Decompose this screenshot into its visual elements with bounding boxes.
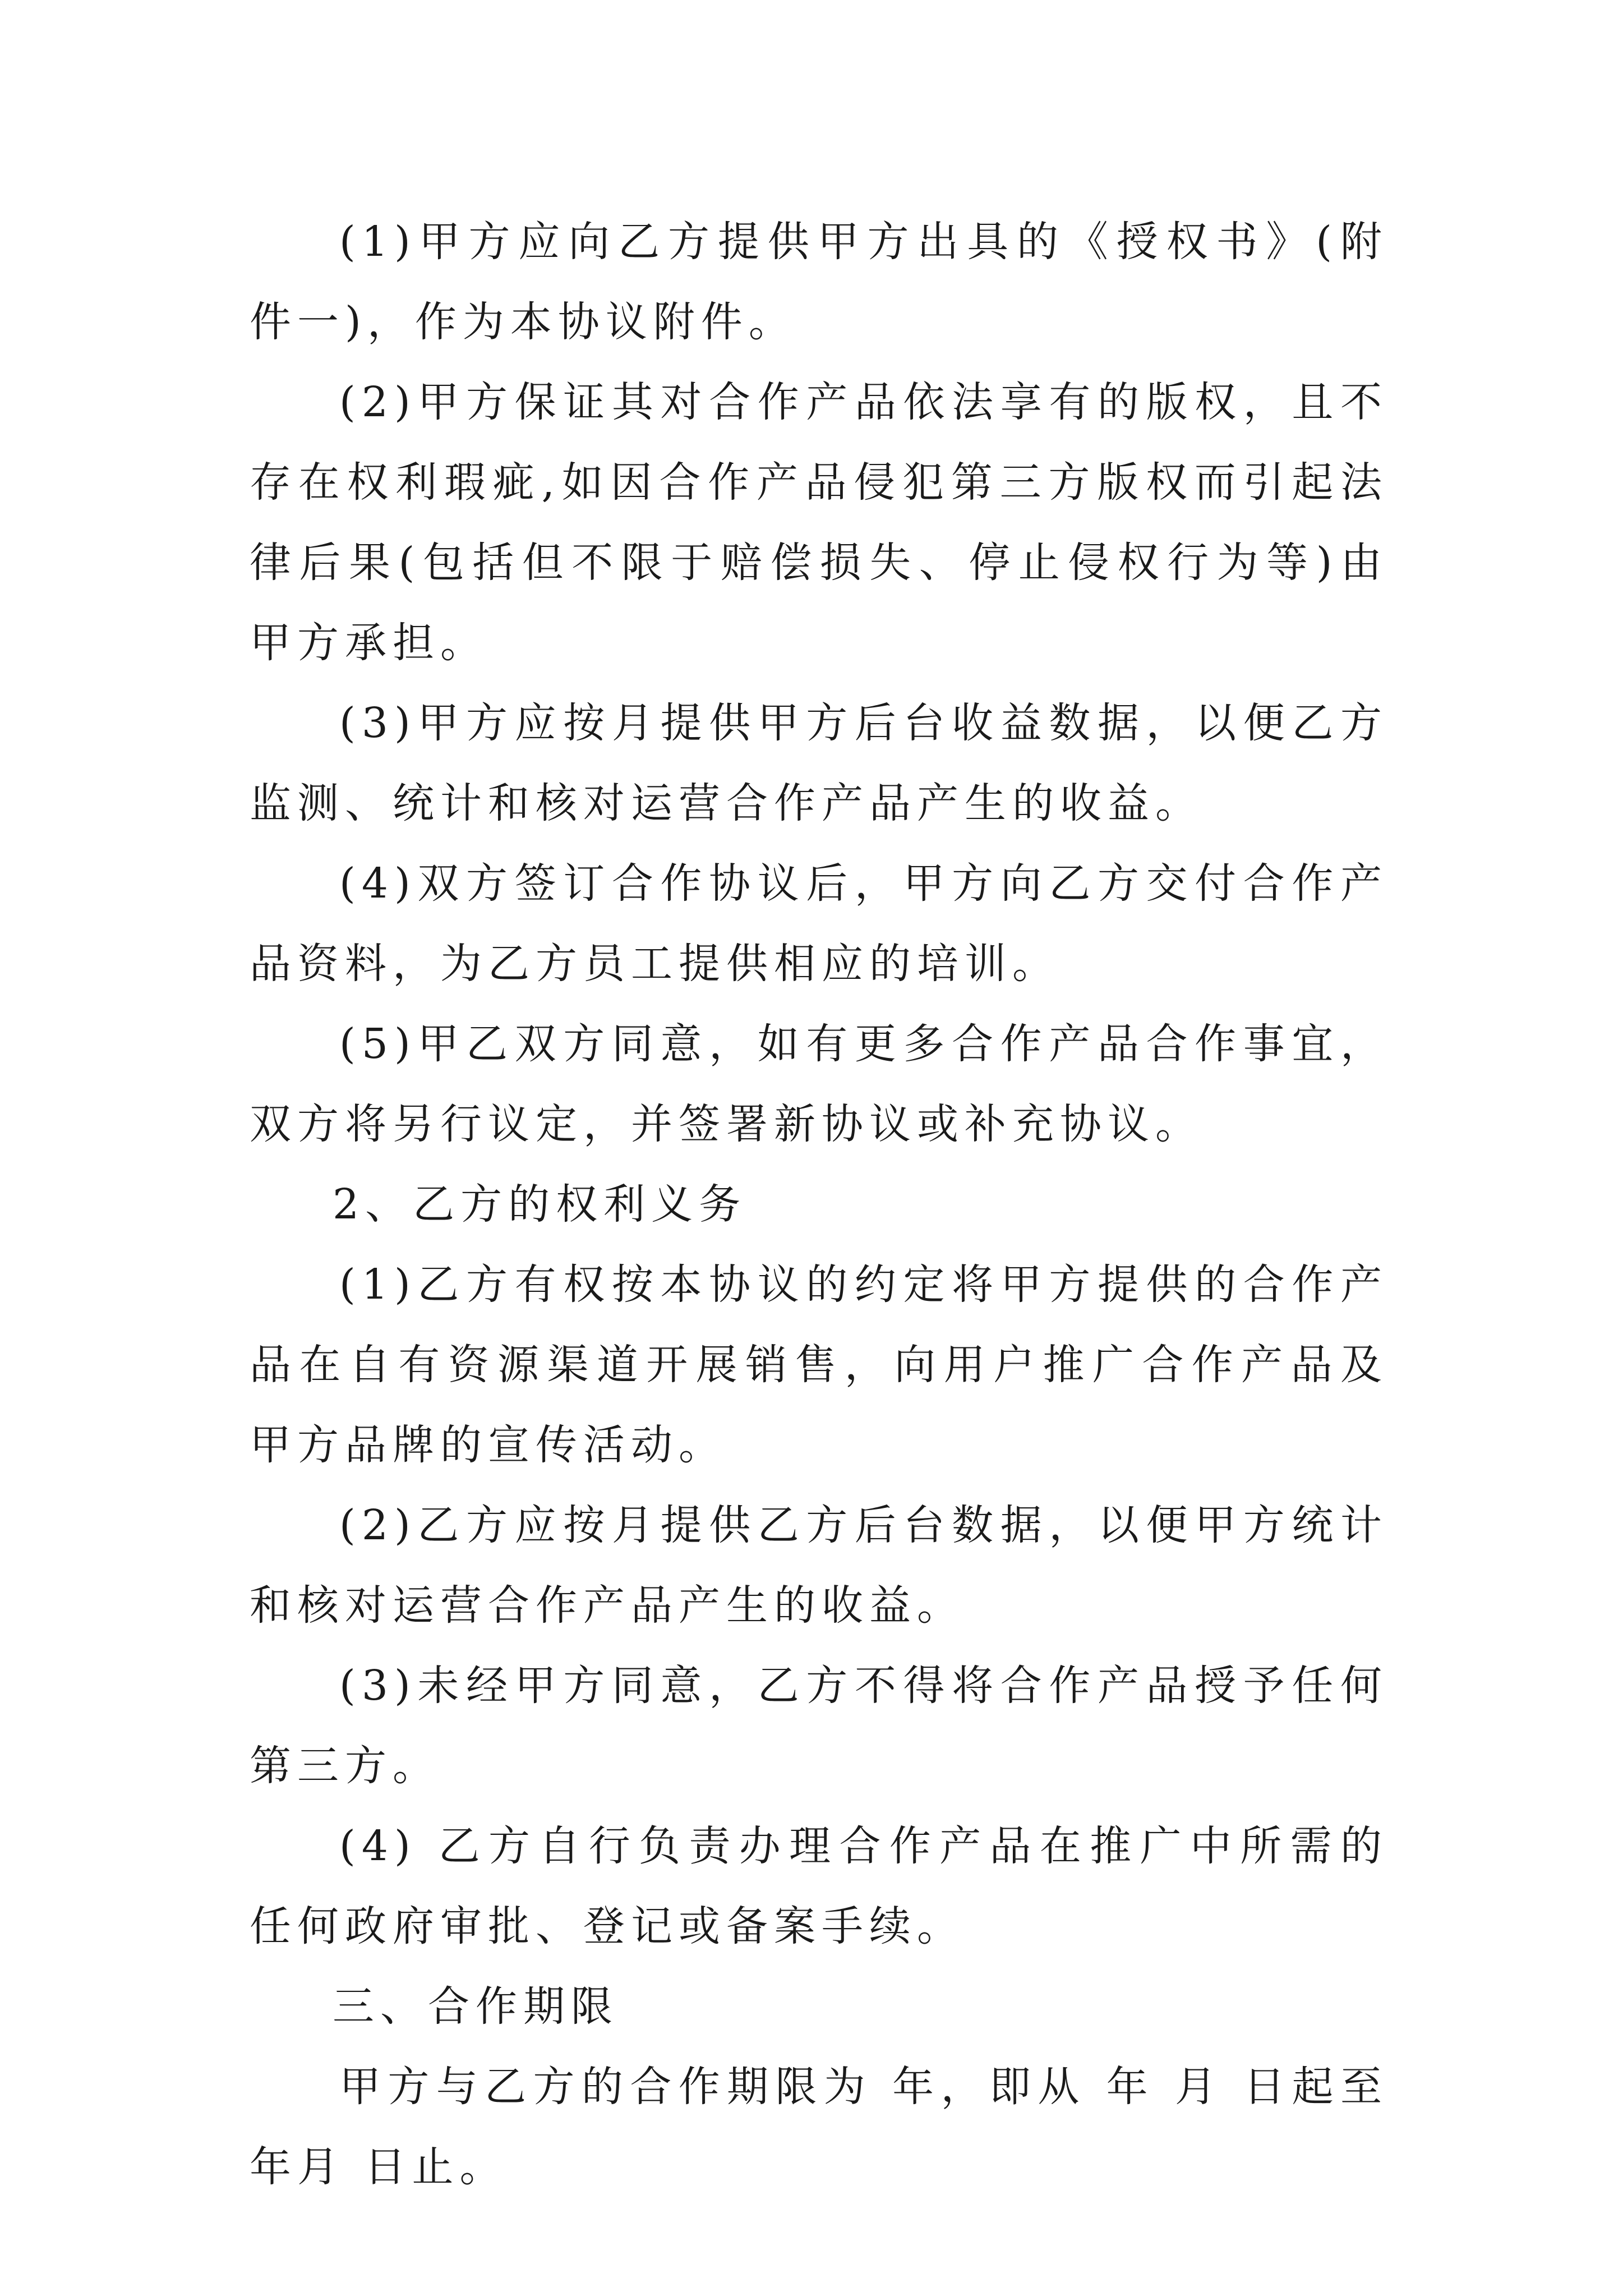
clause-2-1: (1)乙方有权按本协议的约定将甲方提供的合作产品在自有资源渠道开展销售，向用户推广合作产品及甲方品牌的宣传活动。 — [250, 1260, 1388, 1469]
section-heading-party-b-rights: 2、乙方的权利义务 — [333, 1180, 747, 1228]
clause-2-3: (3)未经甲方同意，乙方不得将合作产品授予任何第三方。 — [250, 1662, 1388, 1790]
clause-1-1: (1)甲方应向乙方提供甲方出具的《授权书》(附件一)，作为本协议附件。 — [250, 218, 1388, 346]
section-heading-cooperation-term: 三、合作期限 — [333, 1982, 619, 2031]
clause-2-2: (2)乙方应按月提供乙方后台数据，以便甲方统计和核对运营合作产品产生的收益。 — [250, 1501, 1388, 1630]
clause-1-5: (5)甲乙双方同意，如有更多合作产品合作事宜，双方将另行议定，并签署新协议或补充协议。 — [250, 1020, 1388, 1148]
document-body — [250, 202, 1388, 2207]
clause-1-4: (4)双方签订合作协议后，甲方向乙方交付合作产品资料，为乙方员工提供相应的培训。 — [250, 859, 1388, 988]
clause-1-3: (3)甲方应按月提供甲方后台收益数据，以便乙方监测、统计和核对运营合作产品产生的收益。 — [250, 699, 1388, 827]
clause-3-term: 甲方与乙方的合作期限为 年，即从 年 月 日起至 年月 日止。 — [250, 2063, 1388, 2191]
clause-2-4: (4) 乙方自行负责办理合作产品在推广中所需的任何政府审批、登记或备案手续。 — [250, 1822, 1388, 1950]
clause-1-2: (2)甲方保证其对合作产品依法享有的版权，且不存在权利瑕疵,如因合作产品侵犯第三方版权而引起法律后果(包括但不限于赔偿损失、停止侵权行为等)由甲方承担。 — [250, 378, 1388, 667]
